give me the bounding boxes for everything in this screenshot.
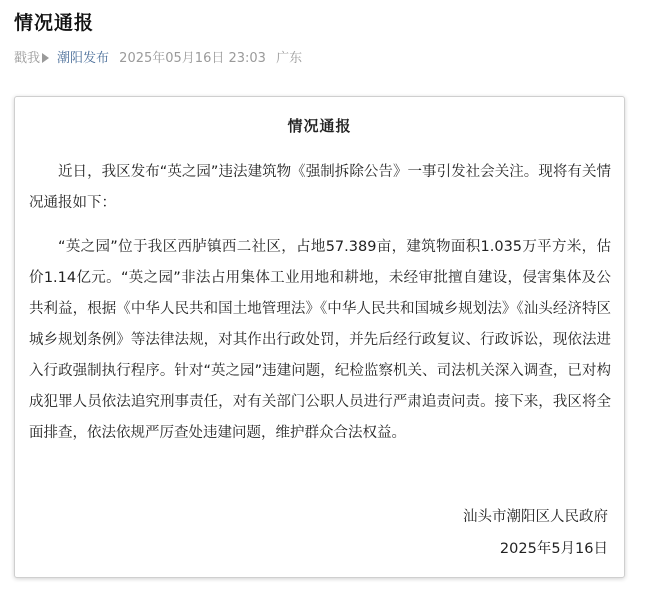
notice-heading: 情况通报 — [287, 117, 352, 135]
play-icon — [42, 53, 49, 63]
notice-paragraph-intro: 近日，我区发布“英之园”违法建筑物《强制拆除公告》一事引发社会关注。现将有关情况通报如下： — [29, 164, 611, 211]
notice-image — [14, 96, 625, 578]
platform-link[interactable]: 戳我 — [14, 51, 41, 66]
publish-datetime: 2025年05月16日 23:03 — [119, 51, 266, 66]
source-account-link[interactable]: 潮阳发布 — [57, 51, 110, 66]
notice-paragraph-body: “英之园”位于我区西胪镇西二社区，占地57.389亩，建筑物面积1.035万平方米，估价1.14亿元。“英之园”非法占用集体工业用地和耕地，未经审批擅自建设，侵害集体及公共利益，根据《中华人民共和国土地管理法》《中华人民共和国城乡规划法》《汕头经济特区城乡规划条例》等法律法规，对其作出行政处罚，并先后经行政复议、行政诉讼，现依法进入行政强制执行程序。针对“英之园”违建问题，纪检监察机关、司法机关深入调查，已对构成犯罪人员依法追究刑事责任，对有关部门公职人员进行严肃追责问责。接下来，我区将全面排查，依法依规严厉查处违建问题，维护群众合法权益。 — [29, 239, 611, 441]
signature-date: 2025年5月16日 — [499, 541, 608, 557]
page-title: 情况通报 — [14, 12, 95, 34]
signature-organization: 汕头市潮阳区人民政府 — [463, 509, 608, 525]
publish-location: 广东 — [276, 51, 303, 66]
article-meta — [14, 47, 308, 66]
